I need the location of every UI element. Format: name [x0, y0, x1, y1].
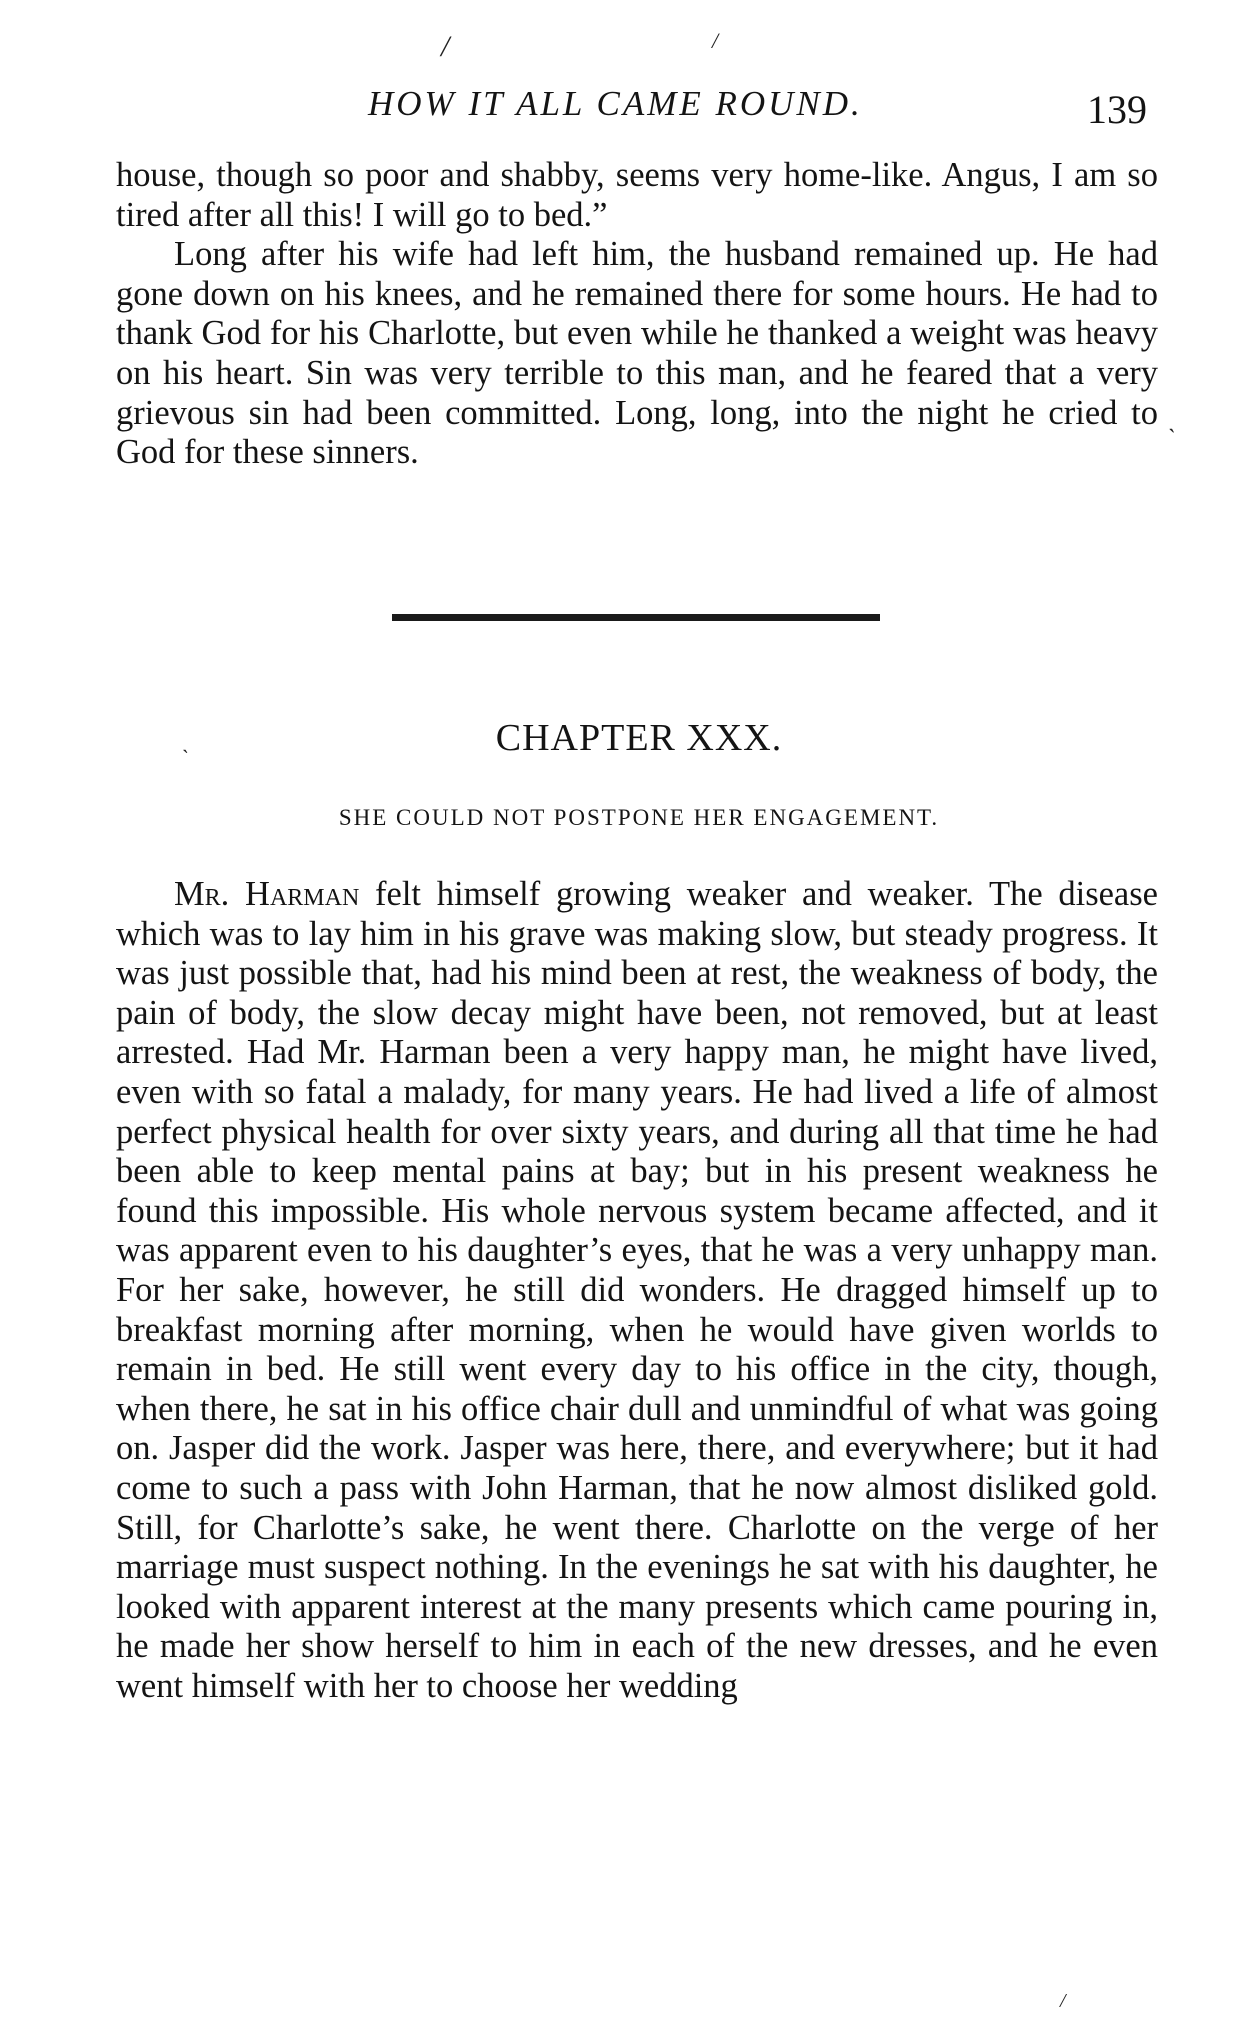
previous-chapter-ending	[116, 156, 1158, 473]
chapter-title: CHAPTER XXX.	[495, 717, 783, 759]
section-divider-rule	[392, 614, 880, 621]
running-title: HOW IT ALL CAME ROUND.	[368, 84, 863, 123]
print-mark-margin-right: `	[1166, 426, 1174, 452]
lead-name: Mr. Harman	[174, 875, 360, 913]
print-mark-margin-left: `	[180, 745, 188, 770]
chapter-body	[116, 875, 1158, 1706]
running-head	[0, 78, 1238, 132]
chapter-paragraph	[116, 875, 1158, 1706]
page-number: 139	[1087, 87, 1147, 132]
print-mark-bottom: /	[1060, 1990, 1066, 2012]
print-mark-top-right: /	[712, 28, 719, 53]
print-mark-top-left: /	[441, 30, 450, 63]
paragraph: Long after his wife had left him, the husband remained up. He had gone down on his knees, and he remained there for some hours. He had to thank God for his Charlotte, but even while he thanked a weight was heavy on his heart. Sin was very terrible to this man, and he feared that a very grievous sin had been committed. Long, long, into the night he cried to God for these sinners.	[116, 235, 1158, 472]
chapter-paragraph-text: felt himself growing weaker and weaker. The disease which was to lay him in his grave was making slow, but steady progress. It was just possible that, had his mind been at rest, the weakness of body, the pain of body, the slow decay might have been, not removed, but at least arrested. Had Mr. Harman been a very happy man, he might have lived, even with so fatal a malady, for many years. He had lived a life of almost perfect physical health for over sixty years, and during all that time he had been able to keep mental pains at bay; but in his present weakness he found this impossible. His whole nervous system became affected, and it was apparent even to his daughter’s eyes, that he was a very unhappy man. For her sake, however, he still did wonders. He dragged himself up to breakfast morning after morning, when he would have given worlds to remain in bed. He still went every day to his office in the city, though, when there, he sat in his office chair dull and unmindful of what was going on. Jasper did the work. Jasper was here, there, and everywhere; but it had come to such a pass with John Harman, that he now almost disliked gold. Still, for Charlotte’s sake, he went there. Charlotte on the verge of her marriage must suspect nothing. In the evenings he sat with his daughter, he looked with apparent interest at the many presents which came pouring in, he made her show herself to him in each of the new dresses, and he even went himself with her to choose her wedding	[116, 875, 1158, 1705]
paragraph-continued: house, though so poor and shabby, seems very home-like. Angus, I am so tired after all this! I will go to bed.”	[116, 156, 1158, 234]
chapter-subtitle: SHE COULD NOT POSTPONE HER ENGAGEMENT.	[338, 805, 940, 830]
